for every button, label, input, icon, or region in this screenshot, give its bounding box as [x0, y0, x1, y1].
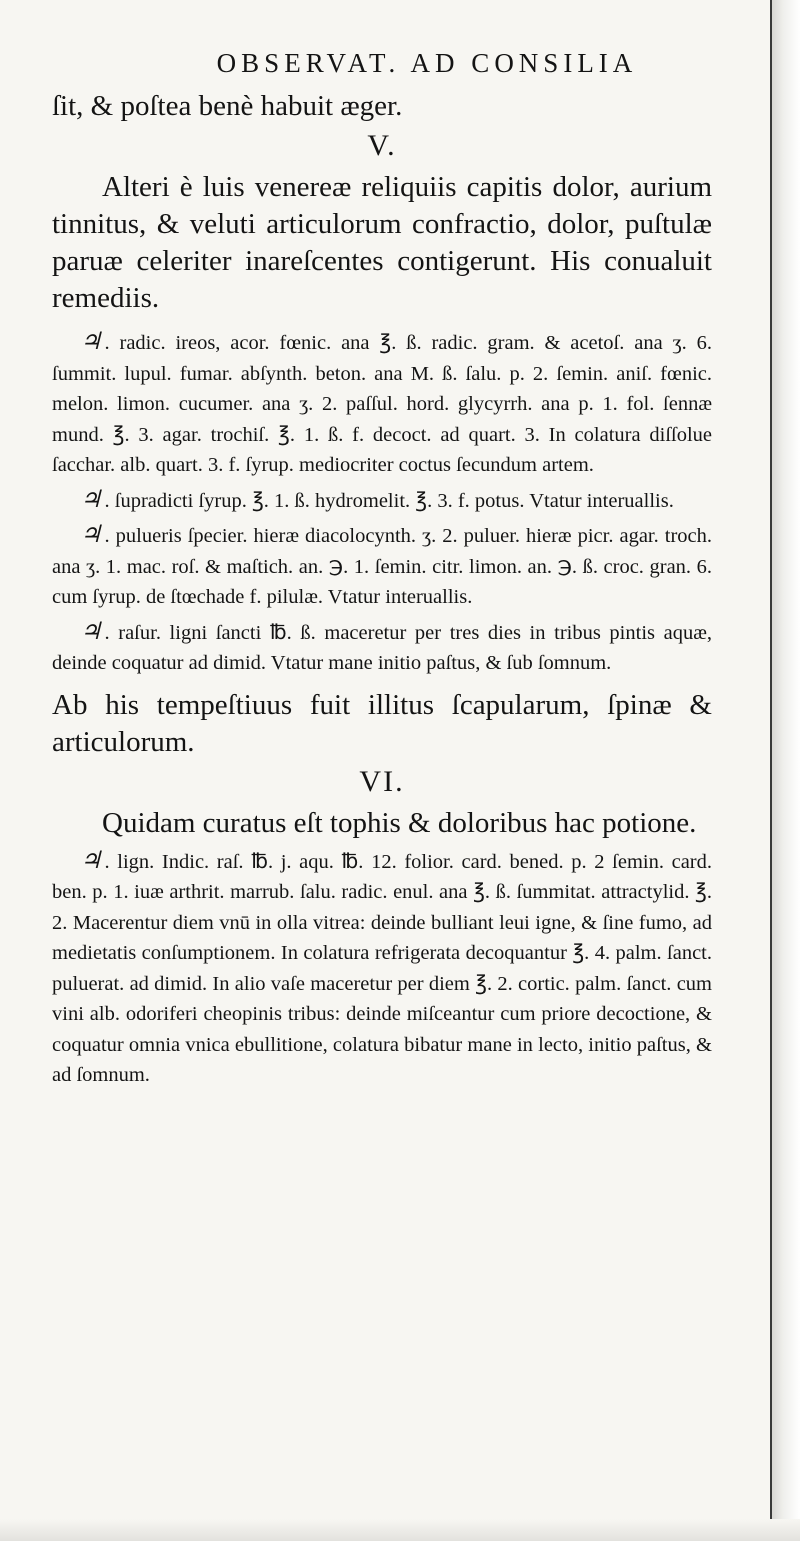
section-heading-vi: VI.: [359, 764, 405, 798]
recipe-symbol-icon: ♃: [80, 847, 102, 874]
running-head: OBSERVAT. AD CONSILIA: [216, 48, 638, 78]
recipe-text: . radic. ireos, acor. fœnic. ana ℥. ß. radic. gram. & acetoſ. ana ʒ. 6. ſummit. lupul. fumar. abſynth. beton. ana M. ß. ſalu. p. 2. ſemin. aniſ. fœnic. melon. limon. cucumer. ana ʒ. 2. paſſul. hord. glycyrrh. ana p. 1. fol. ſennæ mund. ℥. 3. agar. trochiſ. ℥. 1. ß. f. decoct. ad quart. 3. In colatura diſſolue ſacchar. alb. quart. 3. f. ſyrup. mediocriter coctus ſecundum artem.: [52, 332, 712, 476]
section-v-paragraph: Alteri è luis venereæ reliquiis capitis dolor, aurium tinnitus, & veluti articulorum confractio, dolor, puſtulæ paruæ celeriter inareſcentes contigerunt. His conualuit remediis.: [52, 171, 712, 314]
recipe-symbol-icon: ♃: [80, 522, 102, 548]
recipe-text: . raſur. ligni ſancti ℔. ß. maceretur per tres dies in tribus pintis aquæ, deinde coquatur ad dimid. Vtatur mane initio paſtus, & ſub ſomnum.: [52, 621, 712, 674]
recipe-symbol-icon: ♃: [80, 329, 102, 355]
section-vi-paragraph: Quidam curatus eſt tophis & doloribus hac potione.: [102, 806, 697, 839]
intro-line: ſit, & poſtea benè habuit æger.: [52, 90, 403, 122]
section-v-closing: Ab his tempeſtiuus fuit illitus ſcapularum, ſpinæ & articulorum.: [52, 688, 712, 758]
recipe-text: . ſupradicti ſyrup. ℥. 1. ß. hydromelit. ℥. 3. f. potus. Vtatur interuallis.: [104, 489, 674, 512]
recipe-text: . pulueris ſpecier. hieræ diacolocynth. ʒ. 2. puluer. hieræ picr. agar. troch. ana ʒ. 1. mac. roſ. & maſtich. an. ℈. 1. ſemin. citr. limon. an. ℈. ß. croc. gran. 6. cum ſyrup. de ſtœchade f. pilulæ. Vtatur interuallis.: [52, 525, 712, 608]
page-bottom-edge: [0, 1519, 800, 1541]
recipe-4: [52, 617, 712, 679]
recipe-1: [52, 327, 712, 481]
recipe-symbol-icon: ♃: [80, 486, 102, 513]
recipe-3: [52, 520, 712, 613]
text-block: [52, 46, 712, 1091]
recipe-2: [52, 485, 712, 517]
recipe-5: [52, 846, 712, 1091]
recipe-symbol-icon: ♃: [80, 618, 102, 645]
recipe-text: . lign. Indic. raſ. ℔. j. aqu. ℔. 12. folior. card. bened. p. 2 ſemin. card. ben. p. 1. iuæ arthrit. marrub. ſalu. radic. enul. ana ℥. ß. ſummitat. attractylid. ℥. 2. Macerentur diem vnū in olla vitrea: deinde bulliant leui igne, & ſine fumo, ad medietatis conſumptionem. In colatura refrigerata decoquantur ℥. 4. palm. ſanct. puluerat. ad dimid. In alio vaſe maceretur per diem ℥. 2. cortic. palm. ſanct. cum vini alb. odoriferi cheopinis tribus: deinde miſceantur cum priore decoctione, & coquatur omnia vnica ebullitione, colatura bibatur mane in lecto, initio paſtus, & ad ſomnum.: [52, 850, 712, 1086]
section-heading-v: V.: [367, 129, 397, 162]
page-edge-shadow: [770, 0, 800, 1541]
